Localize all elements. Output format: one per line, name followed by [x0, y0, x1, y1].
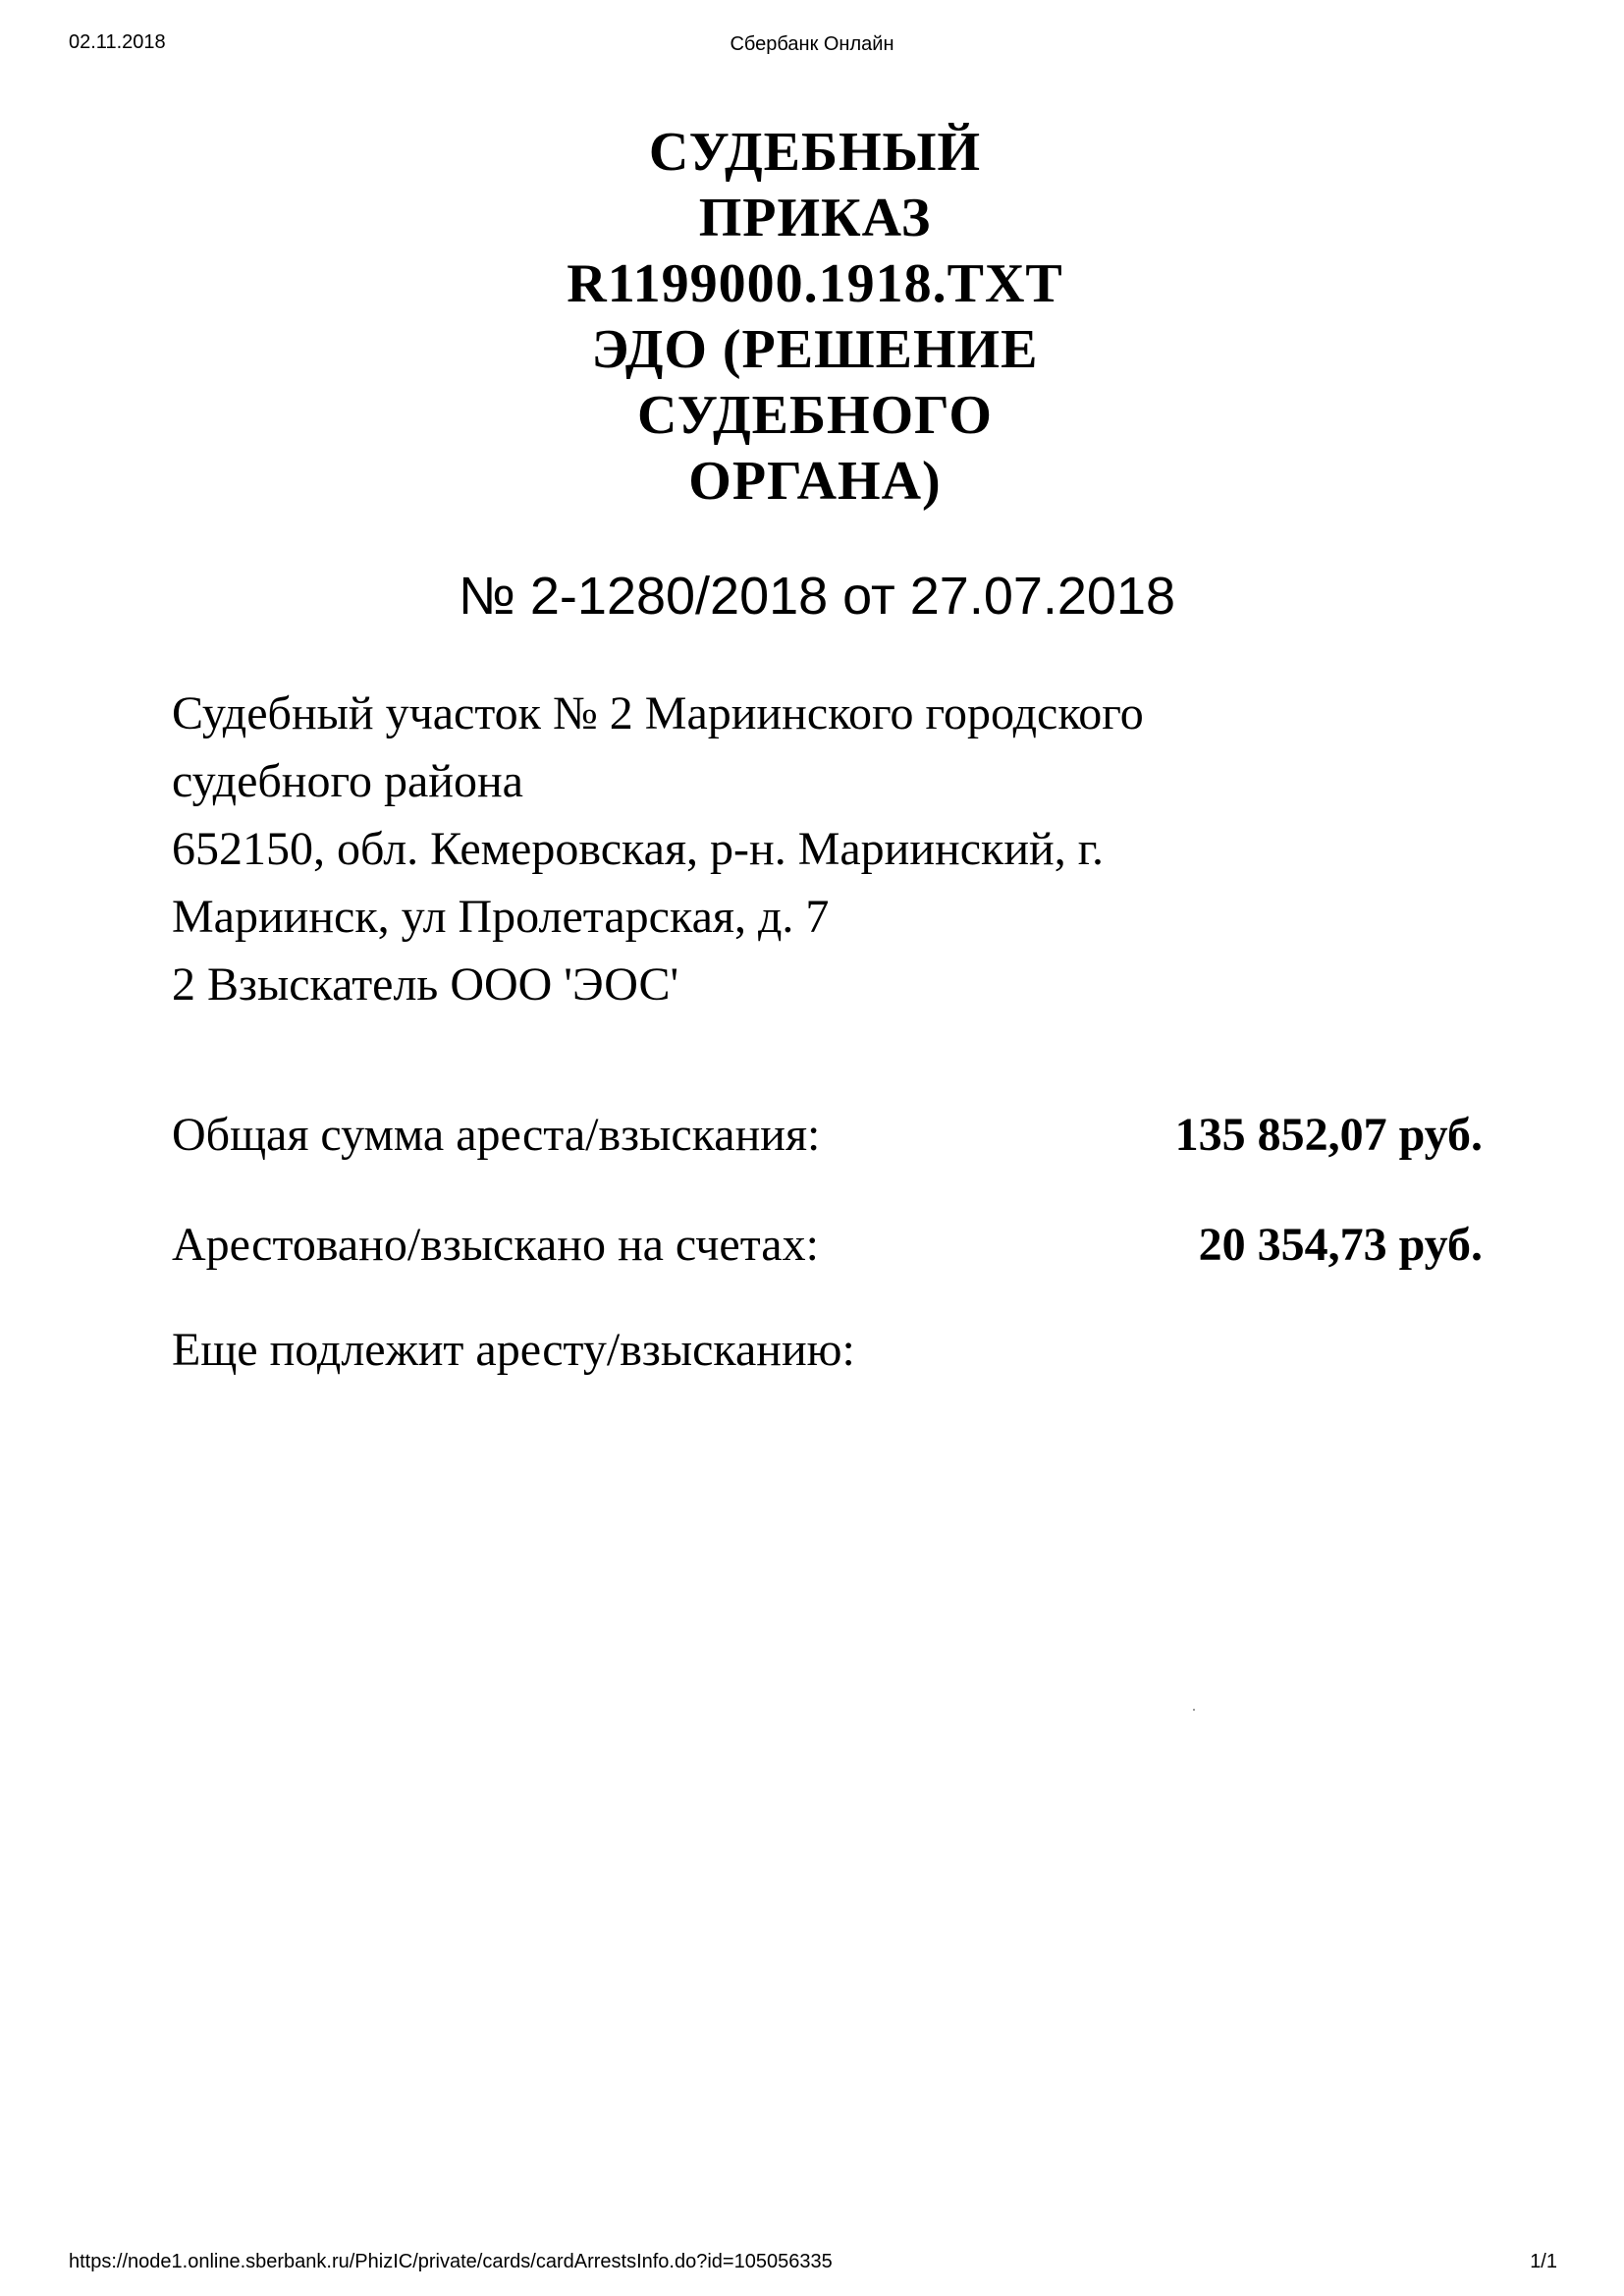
document-title-line: ОРГАНА) [688, 451, 942, 512]
document-title-line: СУДЕБНОГО [637, 385, 993, 446]
document-title-line: R1199000.1918.TXT [567, 253, 1063, 314]
court-name-line: Судебный участок № 2 Мариинского городского [172, 687, 1144, 739]
court-address-line: Мариинск, ул Пролетарская, д. 7 [172, 891, 830, 943]
remaining-sum-row [172, 1323, 1483, 1382]
page-counter: 1/1 [1530, 2251, 1557, 2272]
document-title [422, 120, 1208, 515]
document-title-line: ЭДО (РЕШЕНИЕ [591, 319, 1039, 380]
total-sum-label: Общая сумма ареста/взыскания: [172, 1109, 821, 1161]
print-page-title: Сбербанк Онлайн [730, 33, 894, 55]
scan-speck [1193, 1709, 1195, 1711]
claimant-line: 2 Взыскатель ООО 'ЭОС' [172, 958, 679, 1011]
court-name-line: судебного района [172, 755, 523, 807]
print-footer [0, 2251, 1624, 2280]
court-details [172, 680, 1350, 1018]
print-header [0, 31, 1624, 61]
remaining-sum-label: Еще подлежит аресту/взысканию: [172, 1324, 855, 1376]
arrested-sum-label: Арестовано/взыскано на счетах: [172, 1219, 819, 1271]
arrested-sum-row [172, 1218, 1483, 1277]
document-number: № 2-1280/2018 от 27.07.2018 [458, 567, 1176, 626]
total-sum-row [172, 1108, 1483, 1167]
page-url-link[interactable]: https://node1.online.sberbank.ru/PhizIC/private/cards/cardArrestsInfo.do?id=105056335 [69, 2251, 833, 2272]
total-sum-value: 135 852,07 руб. [1174, 1109, 1483, 1161]
print-date: 02.11.2018 [69, 31, 166, 53]
court-address-line: 652150, обл. Кемеровская, р-н. Мариинский, г. [172, 823, 1105, 875]
arrested-sum-value: 20 354,73 руб. [1198, 1219, 1483, 1271]
document-title-line: СУДЕБНЫЙ [648, 122, 982, 183]
document-title-line: ПРИКАЗ [698, 188, 932, 248]
